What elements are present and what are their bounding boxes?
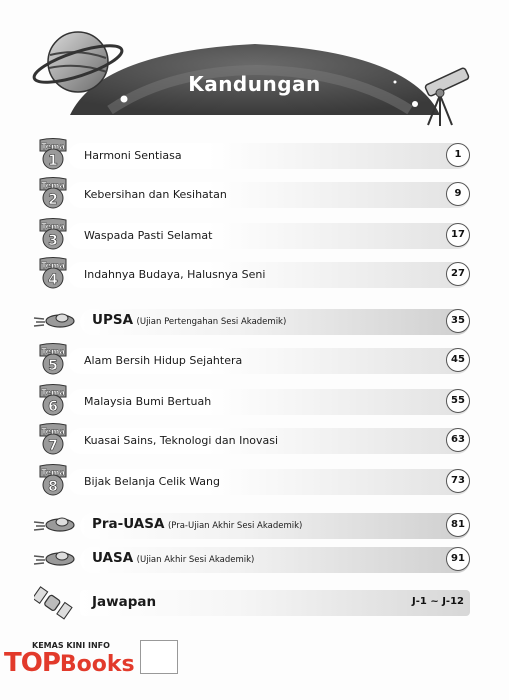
page-number: 35 bbox=[446, 309, 470, 333]
exam-title: Pra-UASA bbox=[92, 516, 165, 532]
spaceship-icon bbox=[32, 309, 78, 333]
tema-badge-icon bbox=[36, 256, 70, 290]
tema-row bbox=[36, 260, 470, 288]
row-title bbox=[92, 312, 286, 328]
tema-row bbox=[36, 141, 470, 169]
tema-row bbox=[36, 467, 470, 495]
jawapan-row bbox=[36, 588, 470, 616]
row-title: Indahnya Budaya, Halusnya Seni bbox=[84, 268, 266, 281]
tema-badge-number: 3 bbox=[48, 233, 58, 249]
tema-badge-icon bbox=[36, 422, 70, 456]
page-number: 73 bbox=[446, 469, 470, 493]
row-title: Kebersihan dan Kesihatan bbox=[84, 188, 227, 201]
page-number: 17 bbox=[446, 223, 470, 247]
tema-badge-word: Tema bbox=[41, 142, 65, 151]
jawapan-page-range: J-1 ~ J-12 bbox=[412, 596, 464, 607]
exam-title: UPSA bbox=[92, 312, 134, 328]
tema-row bbox=[36, 221, 470, 249]
tema-row bbox=[36, 346, 470, 374]
tema-badge-number: 1 bbox=[48, 153, 58, 169]
tema-badge-number: 5 bbox=[48, 358, 58, 374]
exam-title: UASA bbox=[92, 550, 134, 566]
tema-row bbox=[36, 387, 470, 415]
exam-subtitle: (Ujian Pertengahan Sesi Akademik) bbox=[136, 317, 287, 327]
tema-badge-icon bbox=[36, 342, 70, 376]
row-title: Harmoni Sentiasa bbox=[84, 149, 182, 162]
qr-box bbox=[140, 640, 178, 674]
header-banner bbox=[0, 0, 509, 140]
page-number: 91 bbox=[446, 547, 470, 571]
jawapan-title: Jawapan bbox=[92, 594, 157, 610]
tema-row bbox=[36, 426, 470, 454]
tema-row bbox=[36, 180, 470, 208]
page-number: 9 bbox=[446, 182, 470, 206]
tema-badge-icon bbox=[36, 463, 70, 497]
exam-subtitle: (Pra-Ujian Akhir Sesi Akademik) bbox=[167, 521, 303, 531]
row-title: Malaysia Bumi Bertuah bbox=[84, 395, 212, 408]
footer-info-label: KEMAS KINI INFO bbox=[32, 641, 110, 650]
tema-badge-number: 8 bbox=[48, 479, 58, 495]
tema-badge-word: Tema bbox=[41, 347, 65, 356]
page-number: 63 bbox=[446, 428, 470, 452]
page-number: 45 bbox=[446, 348, 470, 372]
tema-badge-number: 2 bbox=[48, 192, 58, 208]
page-title: Kandungan bbox=[188, 72, 321, 96]
page-number: 1 bbox=[446, 143, 470, 167]
watermark-logo: TOPBooks bbox=[4, 648, 135, 678]
tema-badge-word: Tema bbox=[41, 468, 65, 477]
satellite-icon bbox=[34, 582, 74, 622]
spaceship-icon bbox=[32, 513, 78, 537]
tema-badge-word: Tema bbox=[41, 181, 65, 190]
page-number: 81 bbox=[446, 513, 470, 537]
row-title: Waspada Pasti Selamat bbox=[84, 229, 213, 242]
tema-badge-icon bbox=[36, 383, 70, 417]
tema-badge-number: 4 bbox=[48, 272, 58, 288]
tema-badge-number: 7 bbox=[48, 438, 58, 454]
row-title bbox=[92, 550, 254, 566]
tema-badge-word: Tema bbox=[41, 261, 65, 270]
tema-badge-icon bbox=[36, 137, 70, 171]
tema-badge-word: Tema bbox=[41, 427, 65, 436]
row-title: Kuasai Sains, Teknologi dan Inovasi bbox=[84, 434, 279, 447]
tema-badge-icon bbox=[36, 217, 70, 251]
spaceship-icon bbox=[32, 547, 78, 571]
tema-badge-number: 6 bbox=[48, 399, 58, 415]
exam-row bbox=[36, 545, 470, 573]
page-number: 55 bbox=[446, 389, 470, 413]
tema-badge-word: Tema bbox=[41, 222, 65, 231]
exam-subtitle: (Ujian Akhir Sesi Akademik) bbox=[136, 555, 255, 565]
row-title: Alam Bersih Hidup Sejahtera bbox=[84, 354, 243, 367]
row-title bbox=[92, 516, 302, 532]
exam-row bbox=[36, 307, 470, 335]
tema-badge-icon bbox=[36, 176, 70, 210]
tema-badge-word: Tema bbox=[41, 388, 65, 397]
row-title: Bijak Belanja Celik Wang bbox=[84, 475, 220, 488]
page-number: 27 bbox=[446, 262, 470, 286]
exam-row bbox=[36, 511, 470, 539]
